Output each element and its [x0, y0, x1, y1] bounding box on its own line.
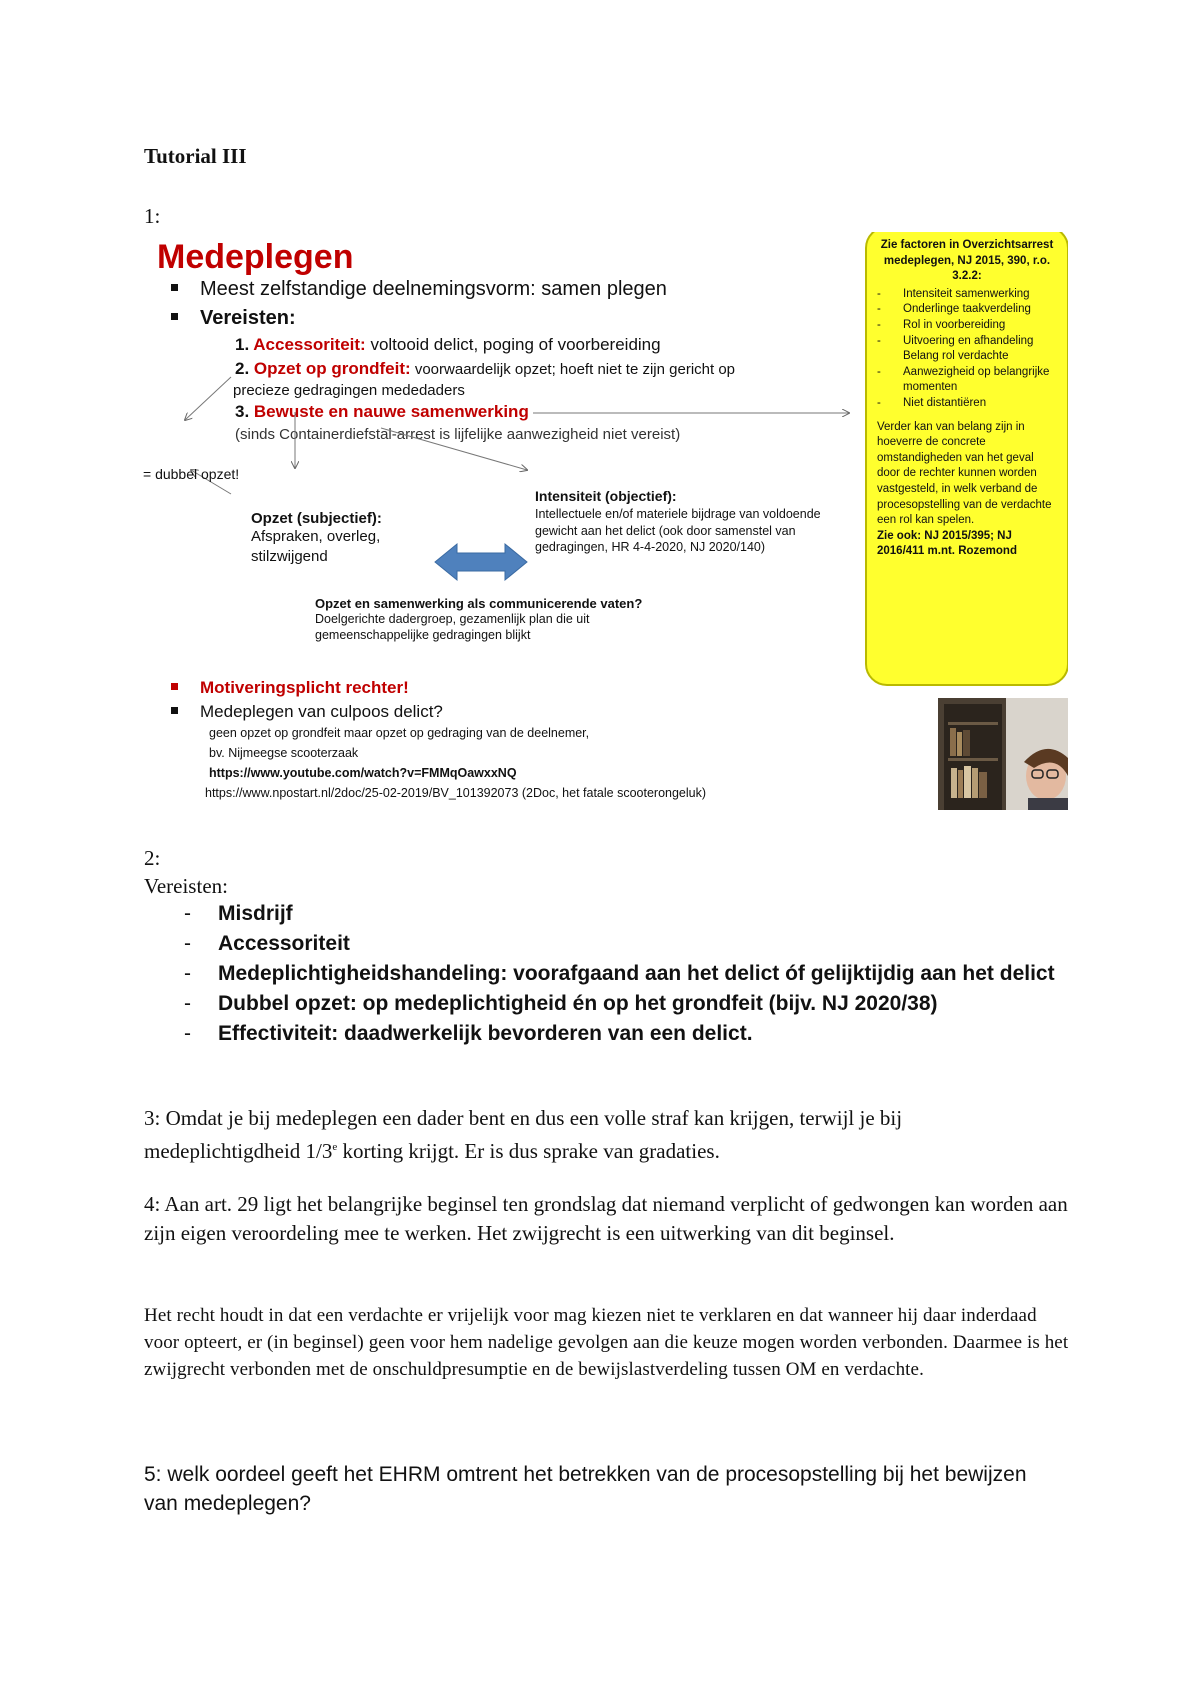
list-item: - Uitvoering en afhandeling Belang rol verdachte — [877, 334, 1057, 365]
list-item: - Aanwezigheid op belangrijke momenten — [877, 365, 1057, 396]
slide-image — [143, 232, 1068, 810]
list-item: - Rol in voorbereiding — [877, 318, 1057, 334]
intensiteit-block — [535, 488, 853, 556]
question-2-intro: Vereisten: — [144, 874, 228, 898]
youtube-link[interactable]: https://www.youtube.com/watch?v=FMMqOawxxNQ — [209, 766, 517, 780]
slide-bullet-3: Motiveringsplicht rechter! — [171, 678, 409, 698]
question-2-label: 2: — [144, 846, 161, 870]
culpoos-line-1: geen opzet op grondfeit maar opzet op gedraging van de deelnemer, — [209, 726, 590, 740]
culpoos-example: bv. Nijmeegse scooterzaak — [209, 746, 359, 760]
vaten-text: Doelgerichte dadergroep, gezamenlijk plan die uit gemeenschappelijke gedragingen blijkt — [315, 612, 590, 642]
slide-bullet-1: Meest zelfstandige deelnemingsvorm: samen plegen — [171, 278, 667, 301]
answer-3-line-1: 3: Omdat je bij medeplegen een dader bent en dus een volle straf kan krijgen, terwijl je bij — [144, 1106, 903, 1130]
requirement-2: 2. Opzet op grondfeit: voorwaardelijk opzet; hoeft niet te zijn gericht op — [235, 359, 736, 378]
list-item: - Effectiviteit: daadwerkelijk bevorderen van een delict. — [144, 1019, 1055, 1049]
answer-3 — [144, 1104, 1064, 1166]
opzet-text: Afspraken, overleg, stilzwijgend — [251, 528, 381, 565]
double-arrow — [435, 544, 527, 580]
list-item: - Onderlinge taakverdeling — [877, 302, 1057, 318]
answer-3-line-2: medeplichtigdheid 1/3e korting krijgt. Er is dus sprake van gradaties. — [144, 1139, 720, 1163]
intensiteit-text: Intellectuele en/of materiele bijdrage van voldoende gewicht aan het delict (ook door samenstel van gedragingen, HR 4-4-2020, NJ 2020/140) — [535, 507, 821, 554]
list-item: - Niet distantiëren — [877, 396, 1057, 412]
arrow-to-intensiteit — [381, 428, 527, 470]
webcam-scene — [938, 698, 1068, 810]
answer-4: 4: Aan art. 29 ligt het belangrijke beginsel ten grondslag dat niemand verplicht of gedwongen kan worden aan zijn eigen veroordeling mee te werken. Het zwijgrecht is een uitwerking van dit beginsel. — [144, 1192, 1068, 1245]
list-item: - Misdrijf — [144, 899, 1055, 929]
callout-paragraph: Verder kan van belang zijn in hoeverre de concrete omstandigheden van het geval door de rechter kunnen worden vastgesteld, in welk verband de procesopstelling van de verdachte een rol kan spelen. — [877, 420, 1052, 527]
question-5: 5: welk oordeel geeft het EHRM omtrent het betrekken van de procesopstelling bij het bewijzen van medeplegen? — [144, 1463, 1027, 1515]
requirement-3: 3. Bewuste en nauwe samenwerking — [235, 402, 529, 421]
vaten-title: Opzet en samenwerking als communicerende vaten? — [315, 596, 643, 611]
culpoos-line-2 — [209, 746, 358, 760]
answer-4-paragraph-2: Het recht houdt in dat een verdachte er vrijelijk voor mag kiezen niet te verklaren en dat wanneer hij daar inderdaad voor opteert, er (in beginsel) geen voor hem nadelige gevolgen aan die keuze mogen worden verbonden. Daarmee is het zwijgrecht verbonden met de onschuldpresumptie en de bewijslastverdeling tussen OM en verdachte. — [144, 1305, 1069, 1380]
webcam-video-thumbnail — [938, 698, 1068, 810]
document-title: Tutorial III — [144, 144, 247, 168]
list-item: - Accessoriteit — [144, 929, 1055, 959]
callout-footer: Zie ook: NJ 2015/395; NJ 2016/411 m.nt. Rozemond — [877, 529, 1017, 558]
dubbel-opzet-label: = dubbel opzet! — [143, 466, 240, 482]
factoren-callout — [865, 232, 1068, 686]
slide-bullet-4: Medeplegen van culpoos delict? — [171, 702, 443, 722]
requirement-1: 1. Accessoriteit: voltooid delict, poging of voorbereiding — [235, 335, 661, 354]
callout-list — [877, 287, 1057, 412]
callout-heading: Zie factoren in Overzichtsarrest medeplegen, NJ 2015, 390, r.o. 3.2.2: — [880, 239, 1054, 283]
opzet-block — [251, 510, 421, 567]
slide-title: Medeplegen — [157, 238, 354, 276]
requirement-3-note: (sinds Containerdiefstal-arrest is lijfelijke aanwezigheid niet vereist) — [235, 426, 681, 443]
arrow-to-dubbel-opzet — [185, 377, 231, 420]
opzet-title: Opzet (subjectief): — [251, 510, 382, 527]
question-1-label: 1: — [144, 204, 161, 228]
list-item: - Dubbel opzet: op medeplichtigheid én op het grondfeit (bijv. NJ 2020/38) — [144, 989, 1055, 1019]
list-item: - Medeplichtigheidshandeling: voorafgaand aan het delict óf gelijktijdig aan het delict — [144, 959, 1055, 989]
npostart-link[interactable]: https://www.npostart.nl/2doc/25-02-2019/BV_101392073 (2Doc, het fatale scooterongeluk) — [205, 786, 707, 800]
intensiteit-title: Intensiteit (objectief): — [535, 488, 677, 504]
vaten-block — [315, 596, 715, 643]
vereisten-list — [144, 899, 1055, 1049]
slide-bullet-2: Vereisten: — [171, 307, 296, 330]
list-item: - Intensiteit samenwerking — [877, 287, 1057, 303]
requirement-2-continued: precieze gedragingen mededaders — [233, 382, 465, 399]
